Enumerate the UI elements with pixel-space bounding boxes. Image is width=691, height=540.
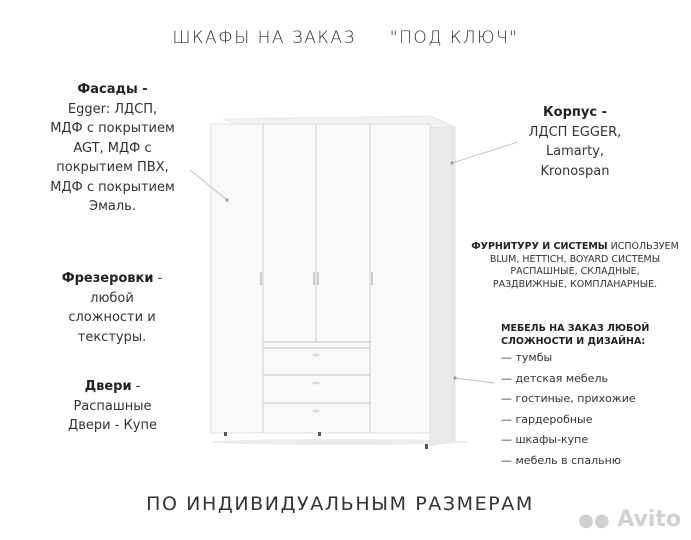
fittings-bold: ФУРНИТУРУ И СИСТЕМЫ bbox=[471, 241, 608, 252]
body-heading: Корпус - bbox=[543, 105, 607, 120]
milling-line: любой bbox=[90, 290, 134, 306]
milling-line: текстуры. bbox=[77, 329, 147, 345]
fittings-rest: ИСПОЛЬЗУЕМ bbox=[607, 241, 679, 252]
list-item: — гардеробные bbox=[501, 412, 593, 426]
milling-heading: Фрезеровки bbox=[61, 271, 154, 286]
fittings-line: BLUM, HETTICH, BOYARD СИСТЕМЫ bbox=[489, 253, 661, 265]
doors-block bbox=[0, 377, 225, 436]
footer-title: ПО ИНДИВИДУАЛЬНЫМ РАЗМЕРАМ bbox=[146, 493, 534, 515]
facades-block bbox=[0, 80, 225, 217]
facades-line: AGT, МДФ с bbox=[73, 140, 152, 156]
avito-logo-icon: ●● bbox=[578, 510, 610, 531]
list-item: — тумбы bbox=[501, 351, 553, 364]
watermark-text: Avito bbox=[617, 507, 681, 532]
callout-dot-body bbox=[450, 161, 453, 164]
custom-heading: СЛОЖНОСТИ И ДИЗАЙНА: bbox=[501, 336, 646, 347]
doors-line: Двери - Купе bbox=[68, 418, 157, 433]
body-line: Lamarty, bbox=[545, 144, 605, 159]
cabinet-front bbox=[211, 124, 430, 433]
facades-line: Эмаль. bbox=[89, 199, 136, 214]
facades-heading: Фасады - bbox=[77, 82, 148, 97]
fittings-line: РАСПАШНЫЕ, СКЛАДНЫЕ, bbox=[510, 266, 640, 277]
facades-line: МДФ с покрытием bbox=[50, 179, 175, 195]
body-line: ЛДСП EGGER, bbox=[528, 124, 622, 140]
leg-3 bbox=[425, 444, 428, 449]
doors-heading: Двери bbox=[84, 379, 132, 394]
custom-furniture-block bbox=[501, 322, 649, 471]
title-part1: ШКАФЫ НА ЗАКАЗ bbox=[172, 28, 356, 48]
milling-block bbox=[0, 269, 227, 347]
callout-dot-custom bbox=[453, 376, 456, 379]
list-item: — детская мебель bbox=[501, 371, 608, 385]
facades-line: покрытием ПВХ, bbox=[56, 160, 169, 175]
drawer-knob-3 bbox=[312, 410, 320, 413]
list-item: — мебель в спальню bbox=[501, 453, 622, 467]
cabinet-side bbox=[430, 116, 455, 446]
facades-line: Egger: ЛДСП, bbox=[67, 101, 158, 117]
body-line: Kronospan bbox=[540, 163, 610, 179]
callout-line-custom bbox=[455, 378, 494, 383]
list-item: — гостиные, прихожие bbox=[501, 392, 636, 405]
drawer-knob-1 bbox=[312, 354, 320, 357]
drawer-knob-2 bbox=[312, 382, 320, 385]
milling-suffix: - bbox=[153, 271, 163, 286]
leg-2 bbox=[318, 432, 321, 436]
body-block bbox=[505, 103, 645, 181]
facades-line: МДФ с покрытием bbox=[50, 121, 175, 136]
milling-line: сложности и bbox=[68, 310, 156, 325]
callout-dot-facades bbox=[225, 198, 228, 201]
title-part2: "ПОД КЛЮЧ" bbox=[389, 28, 519, 48]
fittings-block bbox=[470, 241, 680, 291]
doors-line: Распашные bbox=[73, 398, 152, 414]
fittings-line: РАЗДВИЖНЫЕ, КОМПЛАНАРНЫЕ. bbox=[492, 278, 658, 290]
list-item: — шкафы-купе bbox=[501, 433, 589, 446]
doors-suffix: - bbox=[131, 379, 141, 394]
custom-heading: МЕБЕЛЬ НА ЗАКАЗ ЛЮБОЙ bbox=[501, 323, 650, 334]
avito-watermark bbox=[578, 507, 681, 532]
